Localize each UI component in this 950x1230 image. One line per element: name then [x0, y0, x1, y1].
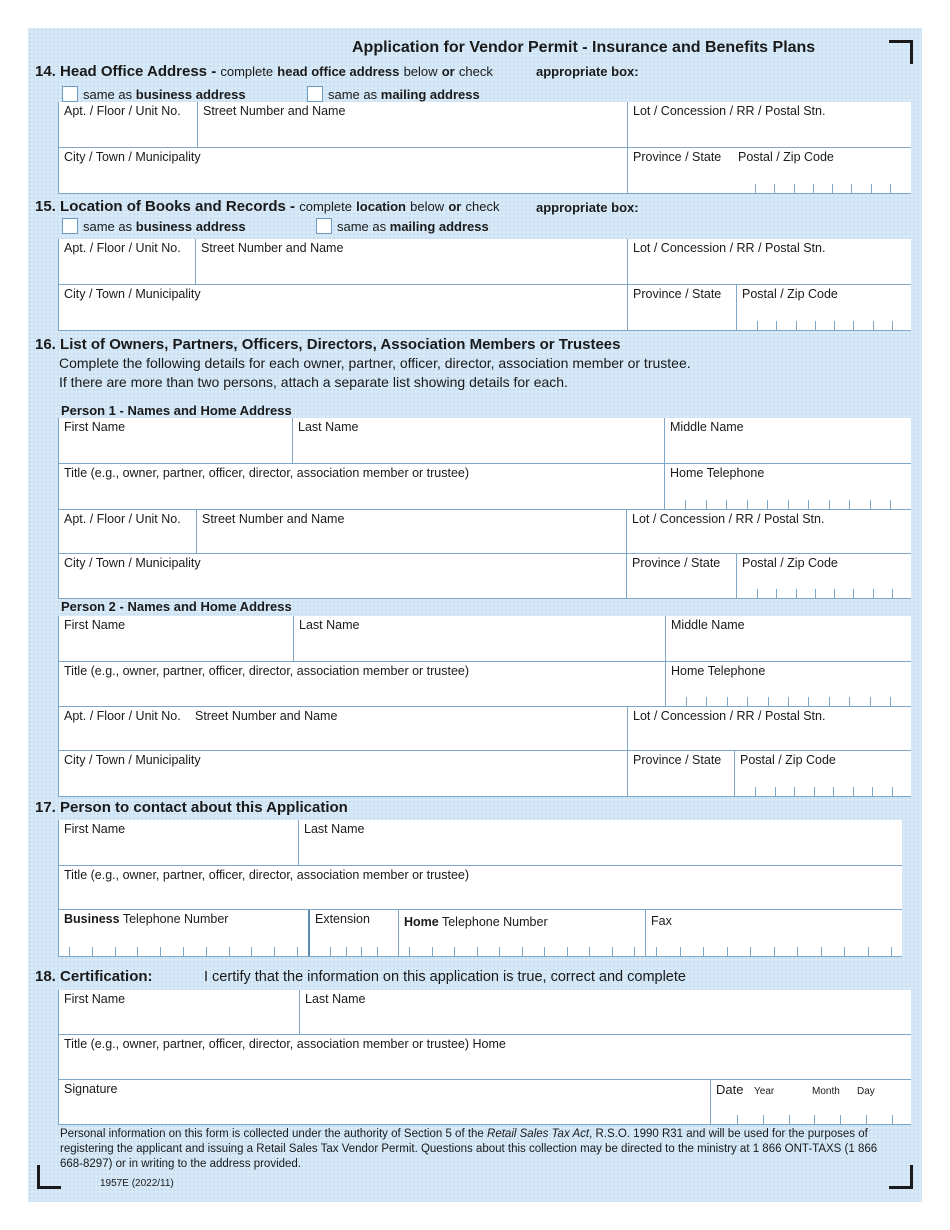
section-15-title: 15. Location of Books and Records - complete location below or check: [35, 198, 500, 215]
p2-province-field[interactable]: Province / State: [627, 751, 734, 797]
p2-home-telephone-field[interactable]: Home Telephone: [665, 662, 911, 707]
s14-postal-field[interactable]: Postal / Zip Code: [733, 148, 911, 194]
s17-title-field[interactable]: Title (e.g., owner, partner, officer, director, association member or trustee): [58, 866, 902, 910]
extension-tick-marks: [330, 947, 378, 956]
p2-middle-name-field[interactable]: Middle Name: [665, 616, 911, 662]
form-page: [28, 28, 922, 1202]
person-1-heading: Person 1 - Names and Home Address: [61, 403, 292, 418]
corner-mark-bottom-right: [889, 1165, 913, 1189]
p2-street-field[interactable]: Street Number and Name: [195, 707, 627, 751]
s15-apt-field[interactable]: Apt. / Floor / Unit No.: [58, 239, 195, 285]
s18-signature-field[interactable]: Signature: [58, 1080, 710, 1125]
p1-street-field[interactable]: Street Number and Name: [196, 510, 626, 554]
p1-postal-field[interactable]: Postal / Zip Code: [736, 554, 911, 599]
p2-first-name-field[interactable]: First Name: [58, 616, 293, 662]
p1-city-field[interactable]: City / Town / Municipality: [58, 554, 626, 599]
s14-lot-field[interactable]: Lot / Concession / RR / Postal Stn.: [627, 102, 911, 148]
s17-business-telephone-field[interactable]: Business Telephone Number: [58, 910, 308, 957]
s17-first-name-field[interactable]: First Name: [58, 820, 298, 866]
s14-street-field[interactable]: Street Number and Name: [197, 102, 627, 148]
section-14-instruction-end: appropriate box:: [536, 64, 639, 79]
phone-tick-marks: [656, 947, 892, 956]
p1-title-field[interactable]: Title (e.g., owner, partner, officer, director, association member or trustee): [58, 464, 664, 510]
certification-statement: I certify that the information on this application is true, correct and complete: [204, 969, 686, 985]
s17-fax-field[interactable]: Fax: [645, 910, 902, 957]
form-title: Application for Vendor Permit - Insurance and Benefits Plans: [352, 39, 816, 56]
section-18-title: 18. Certification:: [35, 968, 153, 985]
s15-province-field[interactable]: Province / State: [627, 285, 736, 331]
p1-lot-field[interactable]: Lot / Concession / RR / Postal Stn.: [626, 510, 911, 554]
s18-first-name-field[interactable]: First Name: [58, 990, 299, 1035]
form-number: 1957E (2022/11): [100, 1178, 174, 1189]
postal-tick-marks: [755, 787, 893, 796]
s14-apt-field[interactable]: Apt. / Floor / Unit No.: [58, 102, 197, 148]
section-14-title: 14. Head Office Address - complete head office address below or check: [35, 63, 493, 80]
checkbox-15-business-address[interactable]: [62, 218, 78, 234]
phone-tick-marks: [69, 947, 298, 956]
corner-mark-top-right: [889, 40, 913, 64]
s18-last-name-field[interactable]: Last Name: [299, 990, 911, 1035]
p2-lot-field[interactable]: Lot / Concession / RR / Postal Stn.: [627, 707, 911, 751]
person-2-heading: Person 2 - Names and Home Address: [61, 599, 292, 614]
section-16-title: 16. List of Owners, Partners, Officers, Directors, Association Members or Trustees: [35, 336, 621, 353]
s18-title-field[interactable]: Title (e.g., owner, partner, officer, director, association member or trustee) Home: [58, 1035, 911, 1080]
phone-tick-marks: [686, 697, 891, 706]
privacy-notice: Personal information on this form is collected under the authority of Section 5 of the Retail Sales Tax Act, R.S.O. 1990 R31 and will be used for the purposes of registering the applicant and issuing a Retail Sales Tax Vendor Permit. Questions about this collection may be directed to the ministry at 1 866 ONT-TAXS (1 866 668-8297) or in writing to the address provided.: [60, 1128, 878, 1170]
s18-date-field[interactable]: Date Year Month Day: [710, 1080, 911, 1125]
section-16-line-2: If there are more than two persons, attach a separate list showing details for each.: [59, 374, 568, 390]
phone-tick-marks: [409, 947, 635, 956]
p2-title-field[interactable]: Title (e.g., owner, partner, officer, director, association member or trustee): [58, 662, 665, 707]
checkbox-15-mailing-label: same as mailing address: [337, 219, 489, 234]
postal-tick-marks: [757, 589, 893, 598]
checkbox-14-business-label: same as business address: [83, 87, 246, 102]
postal-tick-marks: [757, 321, 893, 330]
s17-last-name-field[interactable]: Last Name: [298, 820, 902, 866]
phone-tick-marks: [685, 500, 891, 509]
p1-province-field[interactable]: Province / State: [626, 554, 736, 599]
section-15-instruction-end: appropriate box:: [536, 200, 639, 215]
section-17-title: 17. Person to contact about this Application: [35, 799, 348, 816]
p1-apt-field[interactable]: Apt. / Floor / Unit No.: [58, 510, 196, 554]
s15-lot-field[interactable]: Lot / Concession / RR / Postal Stn.: [627, 239, 911, 285]
p1-home-telephone-field[interactable]: Home Telephone: [664, 464, 911, 510]
corner-mark-bottom-left: [37, 1165, 61, 1189]
section-16-line-1: Complete the following details for each owner, partner, officer, director, association member or trustee.: [59, 355, 691, 371]
postal-tick-marks: [755, 184, 891, 193]
p2-postal-field[interactable]: Postal / Zip Code: [734, 751, 911, 797]
s17-extension-field[interactable]: Extension: [308, 910, 398, 957]
checkbox-14-mailing-label: same as mailing address: [328, 87, 480, 102]
s15-postal-field[interactable]: Postal / Zip Code: [736, 285, 911, 331]
checkbox-15-mailing-address[interactable]: [316, 218, 332, 234]
p1-middle-name-field[interactable]: Middle Name: [664, 418, 911, 464]
s14-city-field[interactable]: City / Town / Municipality: [58, 148, 627, 194]
date-tick-marks: [737, 1115, 893, 1124]
p1-first-name-field[interactable]: First Name: [58, 418, 292, 464]
checkbox-15-business-label: same as business address: [83, 219, 246, 234]
s15-street-field[interactable]: Street Number and Name: [195, 239, 627, 285]
p2-city-field[interactable]: City / Town / Municipality: [58, 751, 627, 797]
checkbox-14-mailing-address[interactable]: [307, 86, 323, 102]
s15-city-field[interactable]: City / Town / Municipality: [58, 285, 627, 331]
p1-last-name-field[interactable]: Last Name: [292, 418, 664, 464]
p2-apt-field[interactable]: Apt. / Floor / Unit No.: [58, 707, 195, 751]
p2-last-name-field[interactable]: Last Name: [293, 616, 665, 662]
s14-province-field[interactable]: Province / State: [627, 148, 733, 194]
checkbox-14-business-address[interactable]: [62, 86, 78, 102]
s17-home-telephone-field[interactable]: Home Telephone Number: [398, 910, 645, 957]
